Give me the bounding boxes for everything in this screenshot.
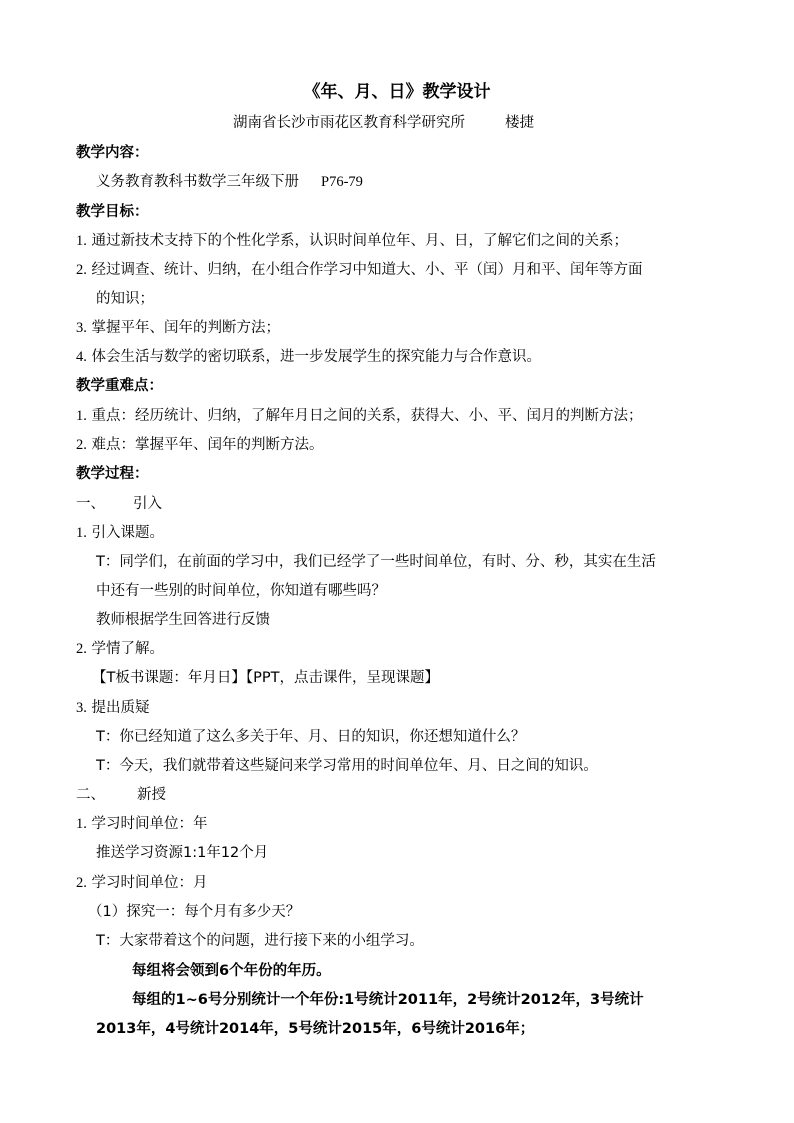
board-note: 【T板书课题：年月日】【PPT，点击课件，呈现课题】: [92, 670, 439, 686]
objective-item: 4. 体会生活与数学的密切联系，进一步发展学生的探究能力与合作意识。: [76, 349, 541, 365]
teacher-dialogue-continuation: 中还有一些别的时间单位，你知道有哪些吗？: [96, 583, 386, 599]
objective-item: 1. 通过新技术支持下的个性化学系，认识时间单位年、月、日，了解它们之间的关系；: [76, 233, 628, 249]
teacher-dialogue: T：今天，我们就带着这些疑问来学习常用的时间单位年、月、日之间的知识。: [96, 758, 598, 774]
document-title: 《年、月、日》教学设计: [303, 82, 491, 102]
teacher-feedback: 教师根据学生回答进行反馈: [96, 612, 270, 628]
teacher-dialogue: T：你已经知道了这么多关于年、月、日的知识，你还想知道什么？: [96, 729, 526, 745]
textbook-name: 义务教育教科书数学三年级下册: [96, 174, 299, 190]
step-heading: 1. 学习时间单位：年: [76, 816, 208, 832]
section-heading-objectives: 教学目标：: [76, 204, 149, 220]
step-heading: 2. 学习时间单位：月: [76, 875, 208, 891]
content-line: [96, 172, 363, 192]
section-heading-key-points: 教学重难点：: [76, 378, 163, 394]
section-heading-process: 教学过程：: [76, 466, 149, 482]
author-name: 楼捷: [505, 115, 534, 131]
objective-item: 2. 经过调查、统计、归纳，在小组合作学习中知道大、小、平（闰）月和平、闰年等方面: [76, 262, 643, 278]
objective-item: 3. 掌握平年、闰年的判断方法；: [76, 320, 280, 336]
teacher-dialogue: T：同学们，在前面的学习中，我们已经学了一些时间单位，有时、分、秒，其实在生活: [96, 554, 656, 570]
objective-item-continuation: 的知识；: [96, 291, 154, 307]
learning-resource: 推送学习资源1:1年12个月: [96, 845, 269, 861]
part-heading-intro: 一、 引入: [76, 496, 162, 512]
group-instruction-continuation: 2013年，4号统计2014年，5号统计2015年，6号统计2016年；: [96, 1021, 535, 1037]
teacher-dialogue: T：大家带着这个的问题，进行接下来的小组学习。: [96, 933, 424, 949]
step-heading: 3. 提出质疑: [76, 700, 150, 716]
author-line: [233, 113, 534, 133]
group-instruction: 每组的1~6号分别统计一个年份:1号统计2011年，2号统计2012年，3号统计: [132, 992, 644, 1008]
exploration-prompt: （1）探究一：每个月有多少天？: [88, 904, 301, 920]
key-point-item: 2. 难点：掌握平年、闰年的判断方法。: [76, 437, 324, 453]
step-heading: 1. 引入课题。: [76, 525, 164, 541]
group-instruction: 每组将会领到6个年份的年历。: [132, 963, 331, 979]
step-heading: 2. 学情了解。: [76, 641, 164, 657]
author-organization: 湖南省长沙市雨花区教育科学研究所: [233, 115, 465, 131]
key-point-item: 1. 重点：经历统计、归纳，了解年月日之间的关系，获得大、小、平、闰月的判断方法；: [76, 408, 643, 424]
page-range: P76-79: [321, 174, 363, 190]
part-heading-new-lesson: 二、 新授: [76, 787, 166, 803]
section-heading-content: 教学内容：: [76, 145, 149, 161]
